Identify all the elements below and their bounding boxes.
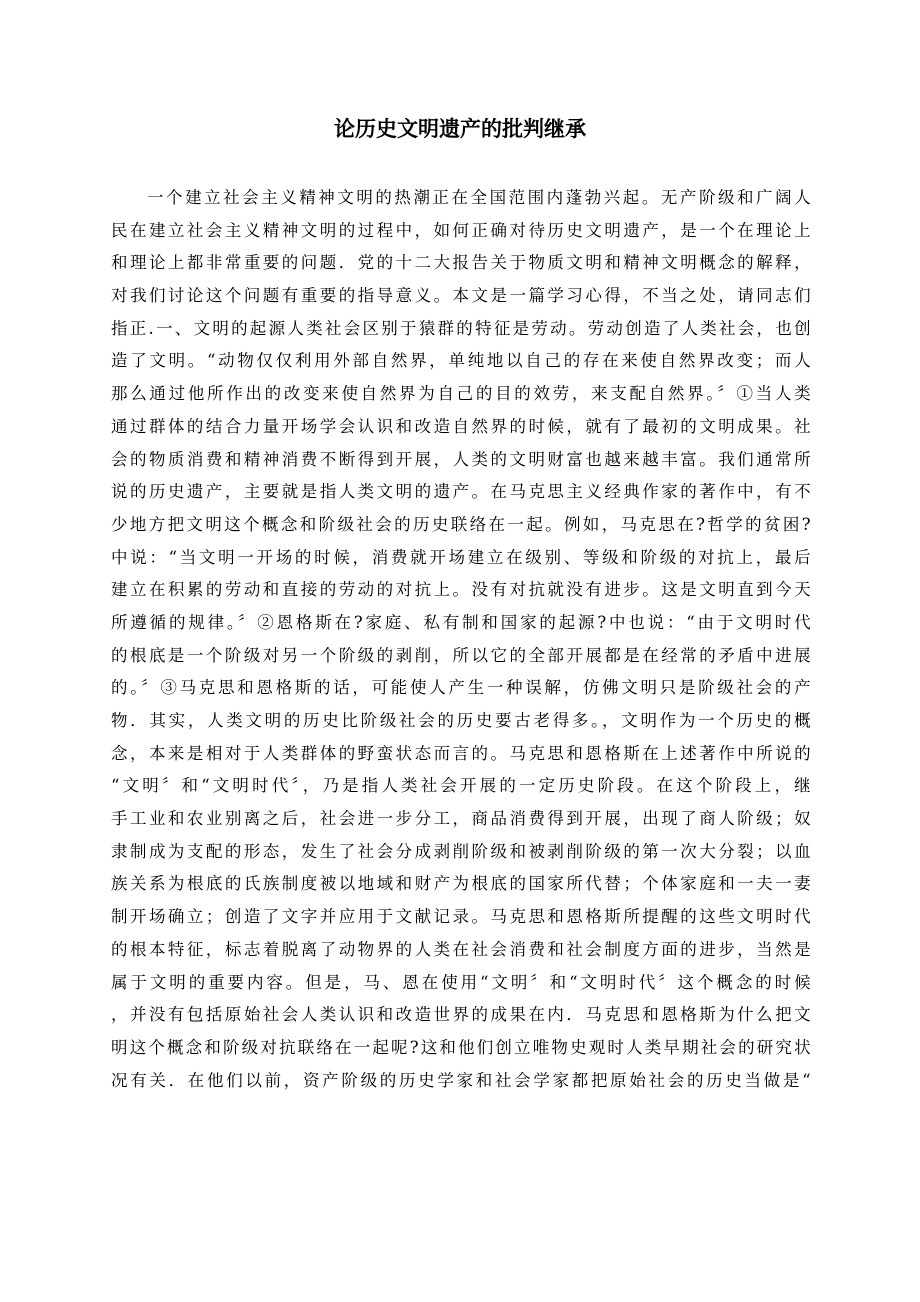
text-line: 况有关．在他们以前，资产阶级的历史学家和社会学家都把原始社会的历史当做是“ [111,1070,811,1090]
text-line: 所遵循的规律。〞②恩格斯在?家庭、私有制和国家的起源?中也说：“由于文明时代 [111,612,811,632]
text-line: 少地方把文明这个概念和阶级社会的历史联络在一起。例如，马克思在?哲学的贫困? [111,514,811,534]
text-line: 族关系为根底的氏族制度被以地域和财产为根底的国家所代替；个体家庭和一夫一妻 [111,874,811,894]
text-line: 一个建立社会主义精神文明的热潮正在全国范围内蓬勃兴起。无产阶级和广阔人 [147,188,811,207]
text-line: 建立在积累的劳动和直接的劳动的对抗上。没有对抗就没有进步。这是文明直到今天 [111,580,811,600]
text-line: 中说：“当文明一开场的时候，消费就开场建立在级别、等级和阶级的对抗上，最后 [111,547,811,567]
text-line: 制开场确立；创造了文字并应用于文献记录。马克思和恩格斯所提醒的这些文明时代 [111,907,811,927]
text-line: ，并没有包括原始社会人类认识和改造世界的成果在内．马克思和恩格斯为什么把文 [111,1005,811,1025]
text-line: 的根底是一个阶级对另一个阶级的剥削，所以它的全部开展都是在经常的矛盾中进展 [111,645,811,665]
text-line: 会的物质消费和精神消费不断得到开展，人类的文明财富也越来越丰富。我们通常所 [111,449,811,469]
text-line: 通过群体的结合力量开场学会认识和改造自然界的时候，就有了最初的文明成果。社 [111,416,811,436]
text-line: 明这个概念和阶级对抗联络在一起呢?这和他们创立唯物史观时人类早期社会的研究状 [111,1037,811,1057]
text-line: 对我们讨论这个问题有重要的指导意义。本文是一篇学习心得，不当之处，请同志们 [111,286,811,306]
text-line: “文明〞和“文明时代〞，乃是指人类社会开展的一定历史阶段。在这个阶段上，继 [111,776,811,796]
text-line: 手工业和农业别离之后，社会进一步分工，商品消费得到开展，出现了商人阶级；奴 [111,809,811,829]
body-paragraph [111,182,811,1097]
text-line: 念，本来是相对于人类群体的野蛮状态而言的。马克思和恩格斯在上述著作中所说的 [111,743,811,763]
text-line: 和理论上都非常重要的问题．党的十二大报告关于物质文明和精神文明概念的解释， [111,253,811,273]
text-line: 的。〞③马克思和恩格斯的话，可能使人产生一种误解，仿佛文明只是阶级社会的产 [111,678,811,698]
text-line: 指正.一、文明的起源人类社会区别于猿群的特征是劳动。劳动创造了人类社会，也创 [111,318,811,338]
text-line: 说的历史遗产，主要就是指人类文明的遗产。在马克思主义经典作家的著作中，有不 [111,482,811,502]
text-line: 属于文明的重要内容。但是，马、恩在使用“文明〞和“文明时代〞这个概念的时候 [111,972,811,992]
text-line: 造了文明。“动物仅仅利用外部自然界，单纯地以自己的存在来使自然界改变；而人 [111,351,811,371]
text-line: 隶制成为支配的形态，发生了社会分成剥削阶级和被剥削阶级的第一次大分裂；以血 [111,841,811,861]
text-line: 那么通过他所作出的改变来使自然界为自己的目的效劳，来支配自然界。〞①当人类 [111,384,811,404]
text-line: 民在建立社会主义精神文明的过程中，如何正确对待历史文明遗产，是一个在理论上 [111,220,811,240]
text-line: 的根本特征，标志着脱离了动物界的人类在社会消费和社会制度方面的进步，当然是 [111,939,811,959]
text-line: 物．其实，人类文明的历史比阶级社会的历史要古老得多。，文明作为一个历史的概 [111,711,811,730]
document-title: 论历史文明遗产的批判继承 [334,117,586,141]
